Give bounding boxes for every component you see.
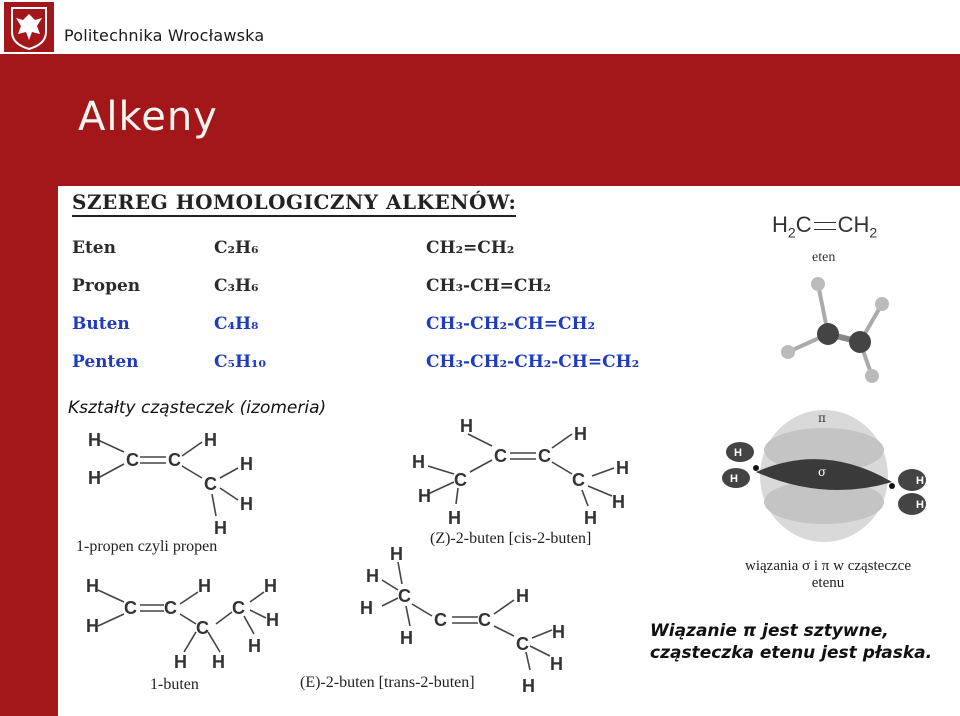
atom-h: H <box>574 424 587 444</box>
series-name: Buten <box>72 314 130 334</box>
atom-h: H <box>460 416 473 436</box>
series-formula: C₃H₆ <box>214 276 259 296</box>
atom-h: H <box>418 486 431 506</box>
orbital-h-label: H <box>916 475 924 487</box>
atom-h: H <box>550 654 563 674</box>
rigidity-note: Wiązanie π jest sztywne, cząsteczka etenu jest płaska. <box>650 621 933 663</box>
trans-butene-caption: (E)-2-buten [trans-2-buten] <box>300 674 475 691</box>
atom-h: H <box>204 430 217 450</box>
ethene-formula: $H_2C$ $CH_2$ <box>772 212 878 241</box>
university-logo <box>4 2 54 52</box>
atom-h: H <box>86 616 99 636</box>
butene1-caption: 1-buten <box>150 676 199 693</box>
propene-caption: 1-propen czyli propen <box>76 538 218 555</box>
eagle-crest-icon <box>4 2 54 52</box>
cis-butene-structure <box>408 416 638 531</box>
atom-h: H <box>248 636 261 656</box>
ethene-panel <box>764 206 960 386</box>
slide-content <box>58 186 960 716</box>
atom-c: C <box>434 610 447 630</box>
atom-c: C <box>478 610 491 630</box>
cis-butene-caption: (Z)-2-buten [cis-2-buten] <box>430 530 592 547</box>
butene1-structure <box>78 570 308 680</box>
propene-structure <box>78 420 278 550</box>
atom-c: C <box>516 634 529 654</box>
trans-butene-structure <box>354 542 594 694</box>
atom-c: C <box>572 470 585 490</box>
atom-h: H <box>360 598 373 618</box>
atom-c: C <box>398 586 411 606</box>
pi-label: π <box>818 411 826 425</box>
atom-h: H <box>264 576 277 596</box>
atom-h: H <box>522 676 535 694</box>
atom-c: C <box>126 450 139 470</box>
atom-h: H <box>612 492 625 512</box>
title-band <box>58 54 960 186</box>
atom-h: H <box>240 494 253 514</box>
orbital-h-label: H <box>730 473 738 485</box>
pi-sigma-orbital-diagram <box>712 406 952 556</box>
slide-title: Alkeny <box>78 94 218 140</box>
series-name: Penten <box>72 352 139 372</box>
series-formula: C₄H₈ <box>214 314 259 334</box>
series-formula: C₂H₆ <box>214 238 259 258</box>
atom-h: H <box>212 652 225 672</box>
series-name: Propen <box>72 276 141 296</box>
series-heading: SZEREG HOMOLOGICZNY ALKENÓW: <box>72 190 516 217</box>
atom-h: H <box>448 508 461 528</box>
atom-h: H <box>198 576 211 596</box>
atom-h: H <box>174 652 187 672</box>
atom-c: C <box>494 446 507 466</box>
atom-h: H <box>266 610 279 630</box>
atom-h: H <box>584 508 597 528</box>
series-formula: C₅H₁₀ <box>214 352 266 372</box>
atom-c: C <box>196 618 209 638</box>
atom-h: H <box>390 544 403 564</box>
atom-h: H <box>88 430 101 450</box>
atom-c: C <box>168 450 181 470</box>
sigma-label: σ <box>818 465 827 479</box>
top-bar <box>0 0 960 54</box>
atom-h: H <box>88 468 101 488</box>
ethene-caption: eten <box>812 250 836 265</box>
atom-c: C <box>164 598 177 618</box>
series-structure: CH₃-CH=CH₂ <box>426 276 551 296</box>
left-sidebar-band <box>0 54 58 716</box>
atom-c: C <box>454 470 467 490</box>
atom-h: H <box>214 518 227 538</box>
series-structure: CH₃-CH₂-CH=CH₂ <box>426 314 596 334</box>
atom-c: C <box>124 598 137 618</box>
atom-c: C <box>204 474 217 494</box>
atom-c: C <box>538 446 551 466</box>
series-structure: CH₃-CH₂-CH₂-CH=CH₂ <box>426 352 640 372</box>
orbital-h-label: H <box>734 447 742 459</box>
atom-h: H <box>552 622 565 642</box>
orbital-h-label: H <box>916 499 924 511</box>
atom-h: H <box>366 566 379 586</box>
atom-h: H <box>400 628 413 648</box>
shapes-heading: Kształty cząsteczek (izomeria) <box>68 398 327 418</box>
atom-h: H <box>616 458 629 478</box>
ethene-ball-stick-model <box>774 276 924 386</box>
orbital-caption: wiązania σ i π w cząsteczce etenu <box>745 558 911 591</box>
atom-h: H <box>240 454 253 474</box>
series-structure: CH₂=CH₂ <box>426 238 515 258</box>
atom-c: C <box>232 598 245 618</box>
atom-h: H <box>86 576 99 596</box>
series-name: Eten <box>72 238 116 258</box>
atom-h: H <box>412 452 425 472</box>
institution-name: Politechnika Wrocławska <box>64 26 265 45</box>
atom-h: H <box>516 586 529 606</box>
